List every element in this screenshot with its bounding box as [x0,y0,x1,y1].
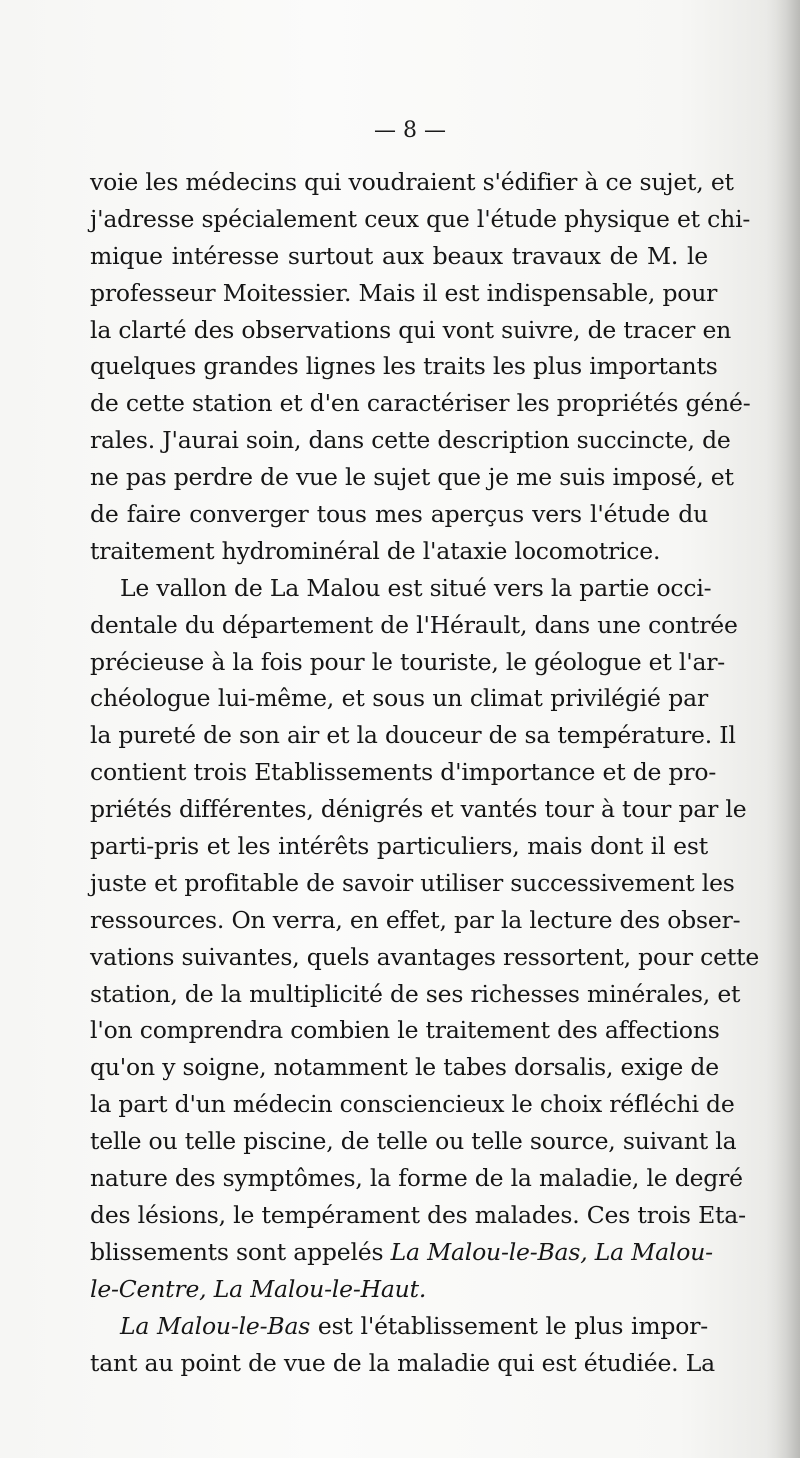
text-line [90,1234,713,1271]
text-line: voie les médecins qui voudraient s'édifier à ce sujet, et [90,168,734,196]
page-edge-shadow [766,0,800,1458]
text-line: contient trois Etablissements d'importance et de pro- [90,758,717,787]
text-line: rales. J'aurai soin, dans cette description succincte, de [90,426,731,455]
text-line: la clarté des observations qui vont suivre, de tracer en [90,315,732,344]
text-line: j'adresse spécialement ceux que l'étude physique et chi- [90,204,751,233]
italic-segment: La Malou-le-Bas [120,1311,311,1340]
text-line: ressources. On verra, en effet, par la lecture des obser- [90,905,741,934]
text-line: l'on comprendra combien le traitement des affections [90,1016,720,1045]
text-line: priétés différentes, dénigrés et vantés tour à tour par le [90,795,747,824]
text-line: tant au point de vue de la maladie qui est étudiée. La [90,1348,715,1377]
text-line: quelques grandes lignes les traits les plus importants [90,352,718,381]
text-line: dentale du département de l'Hérault, dans une contrée [90,610,738,639]
page-number: — 8 — [374,118,446,143]
text-line [90,1271,708,1308]
text-line [90,1308,708,1345]
text-line: des lésions, le tempérament des malades. Ces trois Eta- [90,1200,746,1229]
text-line: de cette station et d'en caractériser les propriétés géné- [90,389,751,418]
italic-segment: le-Centre, La Malou-le-Haut. [90,1274,427,1303]
text-line: telle ou telle piscine, de telle ou telle source, suivant la [90,1127,737,1156]
text-line: traitement hydrominéral de l'ataxie locomotrice. [90,536,661,565]
text-line: parti-pris et les intérêts particuliers, mais dont il est [90,832,708,861]
text-line: de faire converger tous mes aperçus vers l'étude du [90,500,708,529]
text-segment: blissements sont appelés [90,1237,391,1266]
text-line: qu'on y soigne, notamment le tabes dorsalis, exige de [90,1053,719,1082]
text-line: ne pas perdre de vue le sujet que je me suis imposé, et [90,463,734,492]
text-line: précieuse à la fois pour le touriste, le géologue et l'ar- [90,647,726,676]
text-line: chéologue lui-même, et sous un climat privilégié par [90,684,708,713]
italic-segment: La Malou-le-Bas, La Malou- [390,1237,713,1266]
text-line: la part d'un médecin consciencieux le choix réfléchi de [90,1090,735,1119]
text-line: la pureté de son air et la douceur de sa température. Il [90,721,736,750]
text-line: vations suivantes, quels avantages ressortent, pour cette [90,942,760,971]
body-text [90,164,760,1381]
text-line: professeur Moitessier. Mais il est indispensable, pour [90,278,718,307]
text-line: juste et profitable de savoir utiliser successivement les [90,868,735,897]
text-line: mique intéresse surtout aux beaux travaux de M. le [90,241,708,270]
text-segment: est l'établissement le plus impor- [310,1311,709,1340]
text-line: station, de la multiplicité de ses richesses minérales, et [90,979,741,1008]
text-line: nature des symptômes, la forme de la maladie, le degré [90,1164,743,1193]
text-line: Le vallon de La Malou est situé vers la partie occi- [120,573,712,602]
